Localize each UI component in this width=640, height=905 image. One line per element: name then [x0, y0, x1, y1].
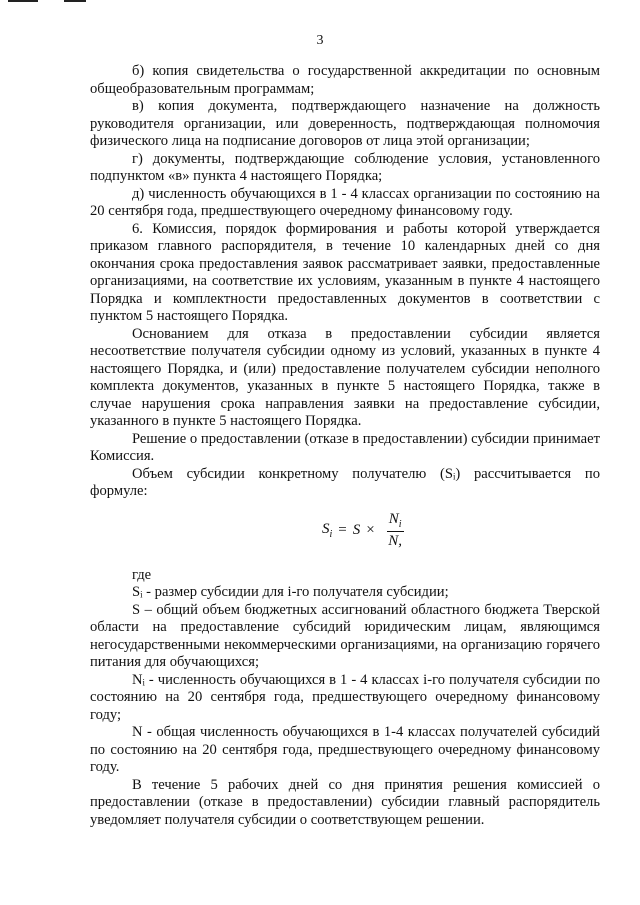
definition-s: S – общий объем бюджетных ассигнований областного бюджета Тверской области на предоставление субсидий юридическим лицам, являющимся негосударственными некоммерческими организациями, на организацию горячего питания для обучающихся; — [90, 601, 600, 670]
paragraph-v: в) копия документа, подтверждающего назначение на должность руководителя организации, или доверенность, подтверждающая полномочия физического лица на подписание договоров от лица этой организации; — [90, 98, 600, 149]
formula-lhs: $S_i$ — [322, 520, 333, 540]
paragraph-g: г) документы, подтверждающие соблюдение условия, установленного подпунктом «в» пункта 4 настоящего Порядка; — [90, 150, 600, 184]
definition-si: Sᵢ - размер субсидии для i-го получателя субсидии; — [132, 584, 449, 600]
formula-fraction — [387, 511, 404, 550]
subsidy-formula — [90, 501, 600, 567]
scan-artifact-mark — [8, 0, 38, 2]
formula-total: S — [352, 521, 361, 538]
paragraph-notification: В течение 5 рабочих дней со дня принятия решения комиссией о предоставлении (отказе в предоставлении) субсидии главный распорядитель уведомляет получателя субсидии о соответствующем решении. — [90, 776, 600, 828]
paragraph-b: б) копия свидетельства о государственной аккредитации по основным общеобразовательным программам; — [90, 63, 600, 97]
formula-denominator: N, — [388, 532, 402, 549]
paragraph-d: д) численность обучающихся в 1 - 4 классах организации по состоянию на 20 сентября года, предшествующего очередному финансовому году. — [90, 185, 600, 219]
definition-n: N - общая численность обучающихся в 1-4 классах получателей субсидий по состоянию на 20 сентября года, предшествующего очередному финансовому году. — [90, 724, 600, 775]
formula-numerator: $N_i$ — [388, 510, 402, 530]
page-number: 3 — [316, 33, 324, 48]
definition-ni: Nᵢ - численность обучающихся в 1 - 4 классах i-го получателя субсидии по состоянию на 20 сентября года, предшествующего очередному финансовому году; — [90, 671, 600, 723]
paragraph-refusal-grounds: Основанием для отказа в предоставлении субсидии является несоответствие получателя субсидии одному из условий, указанных в пункте 4 настоящего Порядка, и (или) предоставление получателем субсидии неполного комплекта документов, указанных в пункте 5 настоящего Порядка, также в случае нарушения срока направления заявки на предоставление субсидии, указанного в пункте 5 настоящего Порядка. — [90, 325, 600, 429]
paragraph-6: 6. Комиссия, порядок формирования и работы которой утверждается приказом главного распорядителя, в течение 10 календарных дней со дня окончания срока предоставления заявок рассматривает заявки, предоставленные организациями, на соответствие их условиям, указанным в пункте 4 настоящего Порядка и комплектности предоставленных документов в соответствии с пунктом 5 настоящего Порядка. — [90, 220, 600, 324]
document-body — [90, 63, 600, 829]
scan-artifact-mark — [64, 0, 86, 2]
formula-times: × — [366, 521, 375, 538]
paragraph-volume: Объем субсидии конкретному получателю (Sᵢ) рассчитывается по формуле: — [90, 465, 600, 499]
formula-equals: = — [338, 521, 347, 538]
paragraph-where: где — [132, 566, 152, 583]
paragraph-decision: Решение о предоставлении (отказе в предоставлении) субсидии принимает Комиссия. — [90, 430, 600, 464]
